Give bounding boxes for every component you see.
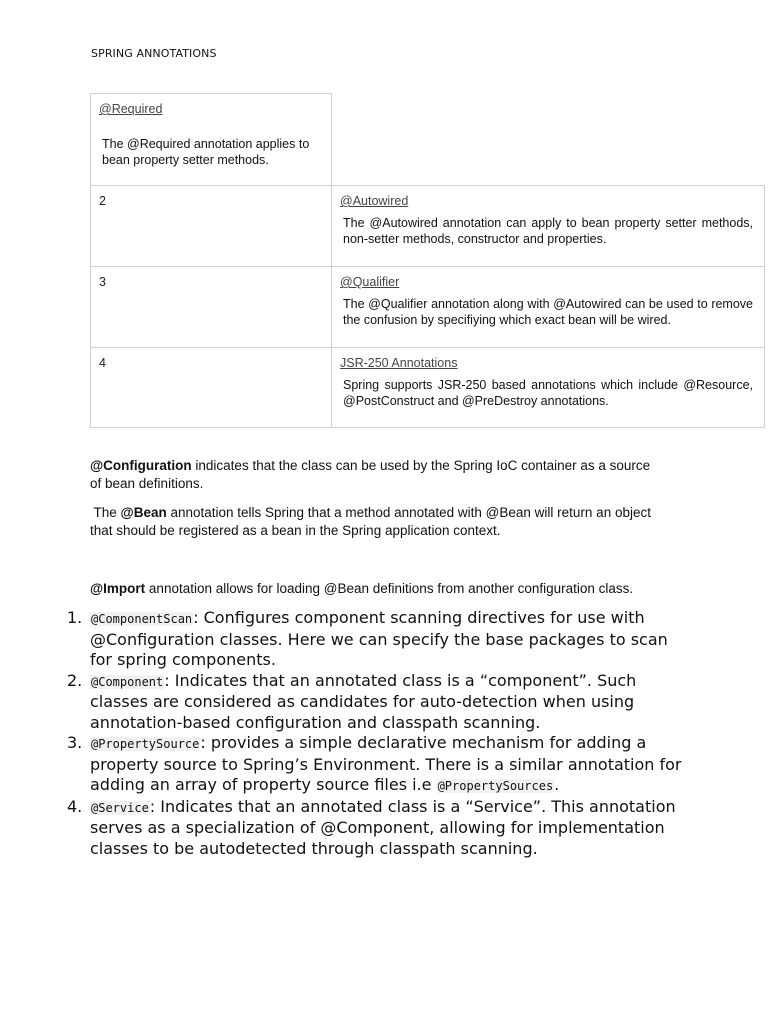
property-sources-code: @PropertySources: [437, 779, 554, 793]
table-cell-required: [90, 93, 332, 186]
bean-text: annotation tells Spring that a method annotated with @Bean will return an object that should be registered as a bean in the Spring application context.: [90, 505, 651, 538]
row-number: 4: [99, 356, 106, 370]
annotation-list: [67, 608, 687, 859]
list-item: [67, 797, 687, 860]
table-cell-number-3: [90, 266, 332, 348]
required-link[interactable]: @Required: [99, 102, 163, 116]
autowired-link[interactable]: @Autowired: [340, 194, 409, 208]
list-item: [67, 733, 687, 797]
service-code: @Service: [91, 800, 149, 815]
jsr250-link[interactable]: JSR-250 Annotations: [340, 356, 458, 370]
component-code: @Component: [91, 674, 164, 689]
configuration-keyword: @Configuration: [90, 458, 192, 473]
configuration-text: indicates that the class can be used by the Spring IoC container as a source of bean definitions.: [90, 458, 651, 491]
list-number: 2.: [67, 670, 83, 690]
row-number: 3: [99, 275, 106, 289]
bean-prefix: The: [90, 505, 121, 520]
jsr250-description: Spring supports JSR-250 based annotations which include @Resource, @PostConstruct and @PreDestroy annotations.: [343, 378, 753, 408]
table-cell-autowired: [331, 185, 765, 267]
bean-keyword: @Bean: [120, 505, 167, 520]
qualifier-description: The @Qualifier annotation along with @Autowired can be used to remove the confusion by specifiying which exact bean will be wired.: [343, 297, 753, 327]
property-source-code: @PropertySource: [91, 737, 200, 751]
required-description: The @Required annotation applies to bean property setter methods.: [102, 137, 310, 167]
list-number: 3.: [67, 733, 83, 752]
list-item-text: : provides a simple declarative mechanism for adding a property source to Spring’s Environment. There is a similar annotation for adding an array of property source files i.e: [90, 733, 682, 794]
page-title: SPRING ANNOTATIONS: [91, 47, 217, 60]
list-number: 1.: [67, 608, 83, 627]
row-number: 2: [99, 194, 106, 208]
list-number: 4.: [67, 796, 83, 816]
table-cell-number-2: [90, 185, 332, 267]
bean-paragraph: [90, 504, 660, 539]
list-item-text: : Indicates that an annotated class is a “component”. Such classes are considered as candidates for auto-detection when using annotation-based configuration and classpath scanning.: [90, 670, 637, 732]
component-scan-code: @ComponentScan: [91, 612, 193, 626]
list-item-text: : Configures component scanning directives for use with @Configuration classes. Here we can specify the base packages to scan for spring components.: [90, 608, 668, 669]
list-item-tail: .: [554, 775, 560, 794]
import-keyword: @Import: [90, 581, 146, 596]
list-item: [67, 671, 687, 734]
autowired-description: The @Autowired annotation can apply to bean property setter methods, non-setter methods, constructor and properties.: [343, 216, 753, 246]
table-cell-qualifier: [331, 266, 765, 348]
list-item: [67, 608, 687, 671]
qualifier-link[interactable]: @Qualifier: [340, 275, 400, 289]
import-text: annotation allows for loading @Bean definitions from another configuration class.: [145, 581, 634, 596]
configuration-paragraph: [90, 457, 660, 492]
import-paragraph: [90, 580, 690, 598]
list-item-text: : Indicates that an annotated class is a “Service”. This annotation serves as a specialization of @Component, allowing for implementation classes to be autodetected through classpath scanning.: [90, 796, 676, 858]
table-cell-number-4: [90, 347, 332, 428]
table-cell-jsr250: [331, 347, 765, 428]
